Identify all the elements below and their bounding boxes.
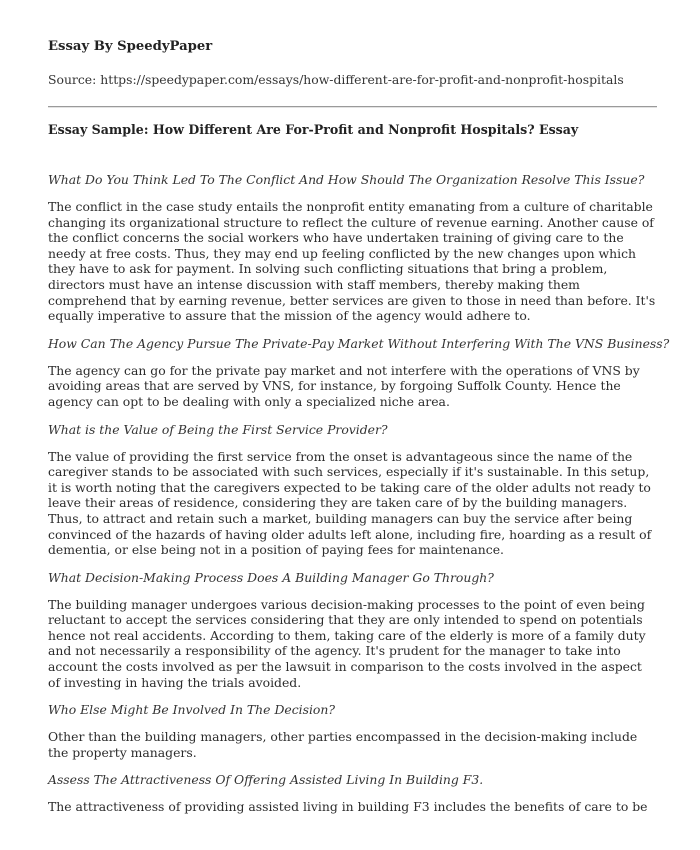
section-question: What Decision-Making Process Does A Building Manager Go Through?	[48, 569, 494, 585]
source-line: Source: https://speedypaper.com/essays/how-different-are-for-profit-and-nonprofit-hospitals	[48, 72, 624, 87]
section-question: Assess The Attractiveness Of Offering Assisted Living In Building F3.	[48, 772, 484, 788]
essay-title: Essay Sample: How Different Are For-Profit and Nonprofit Hospitals? Essay	[48, 122, 579, 137]
section-paragraph: The building manager undergoes various decision-making processes to the point of even being reluctant to accept the services considering that they are only intended to spend on potentials hence not real accidents. According to them, taking care of the elderly is more of a family duty and not necessarily a responsibility of the agency. It's prudent for the manager to take into account the costs involved as per the lawsuit in comparison to the costs involved in the aspect of investing in having the trials avoided.	[48, 596, 646, 690]
section-paragraph: The value of providing the first service from the onset is advantageous since the name of the caregiver stands to be associated with such services, especially if it's sustainable. In this setup, it is worth noting that the caregivers expected to be taking care of the older adults not ready to leave their areas of residence, considering they are taken care of by the building managers. Thus, to attract and retain such a market, building managers can buy the service after being convinced of the hazards of having older adults left alone, including fire, hoarding as a result of dementia, or else being not in a position of paying fees for maintenance.	[48, 448, 652, 558]
essay-body	[48, 171, 670, 815]
section-question: How Can The Agency Pursue The Private-Pay Market Without Interfering With The VNS Business?	[48, 335, 670, 351]
section-question: Who Else Might Be Involved In The Decision?	[48, 702, 336, 718]
header-divider	[48, 106, 657, 108]
section-paragraph: The conflict in the case study entails the nonprofit entity emanating from a culture of charitable changing its organizational structure to reflect the culture of revenue earning. Another cause of the conflict concerns the social workers who have undertaken training of giving care to the needy at free costs. Thus, they may end up feeling conflicted by the new changes upon which they have to ask for payment. In solving such conflicting situations that bring a problem, directors must have an intense discussion with staff members, thereby making them comprehend that by earning revenue, better services are given to those in need than before. It's equally imperative to assure that the mission of the agency would adhere to.	[48, 199, 656, 324]
section-paragraph: The agency can go for the private pay market and not interfere with the operations of VNS by avoiding areas that are served by VNS, for instance, by forgoing Suffolk County. Hence the agency can opt to be dealing with only a specialized niche area.	[48, 362, 640, 409]
section-paragraph: The attractiveness of providing assisted living in building F3 includes the benefits of care to be	[48, 799, 648, 815]
section-paragraph: Other than the building managers, other parties encompassed in the decision-making include the property managers.	[48, 729, 638, 760]
site-title: Essay By SpeedyPaper	[48, 39, 213, 54]
section-question: What Do You Think Led To The Conflict And How Should The Organization Resolve This Issue?	[48, 172, 645, 187]
section-question: What is the Value of Being the First Service Provider?	[48, 421, 388, 437]
